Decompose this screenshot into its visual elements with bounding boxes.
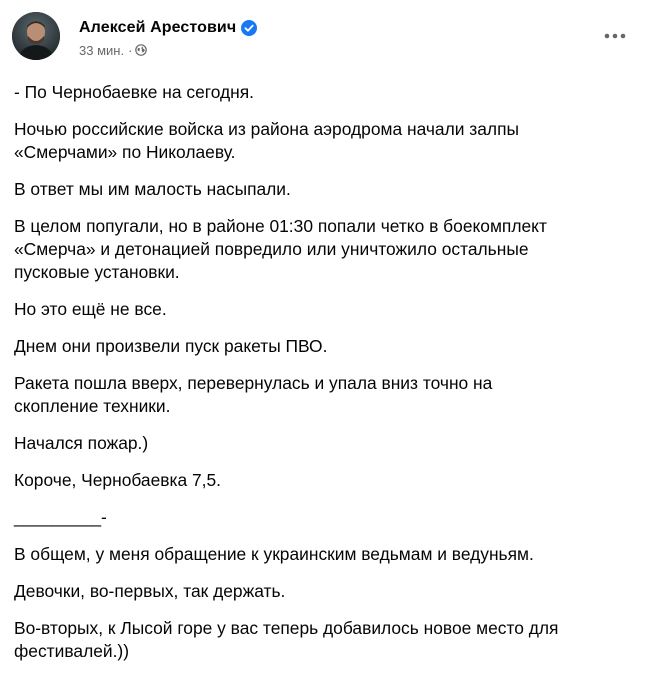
author-name[interactable]: Алексей Арестович <box>79 19 237 36</box>
post-meta <box>79 42 147 58</box>
avatar-image <box>12 12 60 60</box>
post-paragraph: - По Чернобаевке на сегодня. <box>14 82 255 102</box>
post-header <box>12 12 635 60</box>
post-paragraph: Днем они произвели пуск ракеты ПВО. <box>14 336 328 356</box>
author-line <box>79 18 257 38</box>
post-paragraph: Короче, Чернобаевка 7,5. <box>14 470 222 490</box>
post-paragraph: Ракета пошла вверх, перевернулась и упала вниз точно на скопление техники. <box>14 373 493 416</box>
post-paragraph: Но это ещё не все. <box>14 299 167 319</box>
globe-icon[interactable] <box>135 44 147 56</box>
more-options-icon <box>604 33 626 39</box>
avatar[interactable] <box>12 12 60 60</box>
post-paragraph: Во-вторых, к Лысой горе у вас теперь добавилось новое место для фестивалей.)) <box>14 618 559 661</box>
post-paragraph: Девочки, во-первых, так держать. <box>14 581 286 601</box>
post-paragraph: В ответ мы им малость насыпали. <box>14 179 291 199</box>
more-options-button[interactable] <box>601 22 629 50</box>
post-paragraph: Начался пожар.) <box>14 433 149 453</box>
meta-separator: · <box>128 42 133 58</box>
post-divider-text: _________- <box>14 507 107 527</box>
post-paragraph: В целом попугали, но в районе 01:30 попали четко в боекомплект «Смерча» и детонацией повредило или уничтожило остальные пусковые установки. <box>14 216 547 282</box>
post-timestamp[interactable]: 33 мин. <box>79 42 125 58</box>
post-body <box>14 81 632 677</box>
post-paragraph: В общем, у меня обращение к украинским ведьмам и ведуньям. <box>14 544 534 564</box>
verified-badge-icon <box>241 20 257 36</box>
post-paragraph: Ночью российские войска из района аэродрома начали залпы «Смерчами» по Николаеву. <box>14 119 519 162</box>
